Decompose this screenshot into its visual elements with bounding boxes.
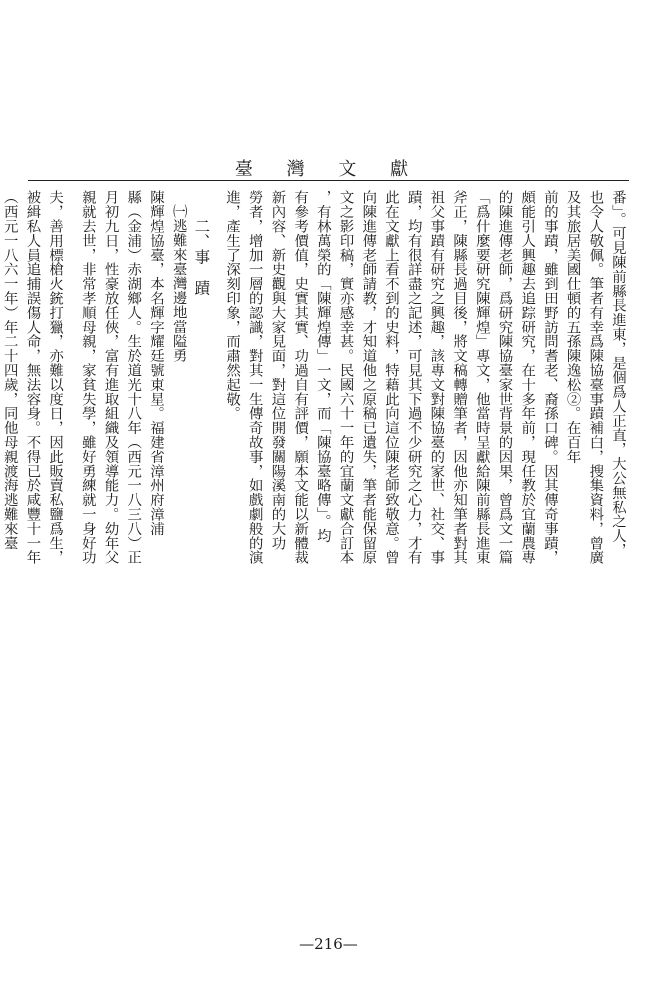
text-line: 親就去世，非常孝順母親，家貧失學，雖好勇練就一身好功 — [79, 190, 96, 565]
text-line: 頗能引人興趣去追踪研究，在十多年前，現任教於宜蘭農專 — [519, 190, 536, 565]
text-line: 及其旅居美國仕頓的五孫陳逸松②。在百年 — [564, 190, 581, 464]
text-line: 「爲什麼要研究陳輝煌」專文，他當時呈獻給陳前縣長進東 — [473, 190, 490, 565]
section-heading: 二、事 蹟 — [192, 218, 211, 296]
text-line: 勞者，增加一層的認識，對其一生傳奇故事，如戲劇般的演 — [246, 190, 263, 565]
running-head: 臺 灣 文 獻 — [234, 159, 423, 180]
text-line: 有參考價值，史實其實、功過自有評價，願本文能以新體裁 — [292, 190, 309, 565]
text-line: 文之影印稿，實亦感幸甚。民國六十一年的宜蘭文獻合訂本 — [337, 190, 354, 565]
text-line: 蹟，均有很詳盡之記述，可見其下過不少研究之心力，才有 — [405, 190, 422, 565]
text-line: 祖父事蹟有研究之興趣，該專文對陳協臺的家世、社交、事 — [428, 190, 445, 565]
page-number: —216— — [299, 935, 358, 953]
text-line: 斧正，陳縣長過目後，將文稿轉贈筆者，因他亦知筆者對其 — [451, 190, 468, 565]
text-line: 新內容、新史觀與大家見面，對這位開發關陽溪南的大功 — [269, 190, 286, 550]
text-line: 番」。可見陳前縣長進東，是個爲人正直，大公無私之人， — [610, 190, 626, 558]
text-line: 縣（金浦）赤湖鄉人。生於道光十八年（西元一八三八）正 — [125, 190, 142, 565]
text-line: 向陳進傳老師請教，才知道他之原稿已遺失，筆者能保留原 — [360, 190, 377, 565]
text-line: 前的事蹟，雖到田野訪問耆老、裔孫口碑。因其傳奇事蹟， — [541, 190, 558, 565]
header-rule — [28, 180, 629, 181]
text-line: 此在文獻上看不到的史料，特藉此向這位陳老師致敬意。曾 — [382, 190, 399, 565]
text-line: 進，產生了深刻印象，而肅然起敬。 — [224, 190, 241, 421]
text-line: 也令人敬佩。筆者有幸爲陳協臺事蹟補白，搜集資料，曾廣 — [587, 190, 604, 565]
text-line: 的陳進傳老師，爲研究陳協臺家世背景的因果，曾爲文一篇 — [496, 190, 513, 565]
text-line: 被緝私人員追捕誤傷人命，無法容身。不得已於咸豐十一年 — [24, 190, 41, 565]
text-line: ，有林萬榮的「陳輝煌傳」一文，而「陳協臺略傳」。均 — [314, 190, 331, 543]
text-line: 月初九日，性豪放任俠，富有進取組織及領導能力。幼年父 — [102, 190, 119, 565]
subsection-heading: ㈠逃難來臺灣邊地當隘勇 — [170, 204, 187, 363]
text-line: 陳輝煌協臺，本名輝字耀廷號東星。福建省漳州府漳浦 — [147, 190, 164, 536]
text-line: 夫，善用標槍火銃打獵，亦難以度日，因此販賣私鹽爲生， — [47, 190, 64, 565]
text-line: （西元一八六一年）年二十四歲，同他母親渡海逃難來臺 — [1, 190, 18, 550]
article-body — [1, 190, 629, 890]
